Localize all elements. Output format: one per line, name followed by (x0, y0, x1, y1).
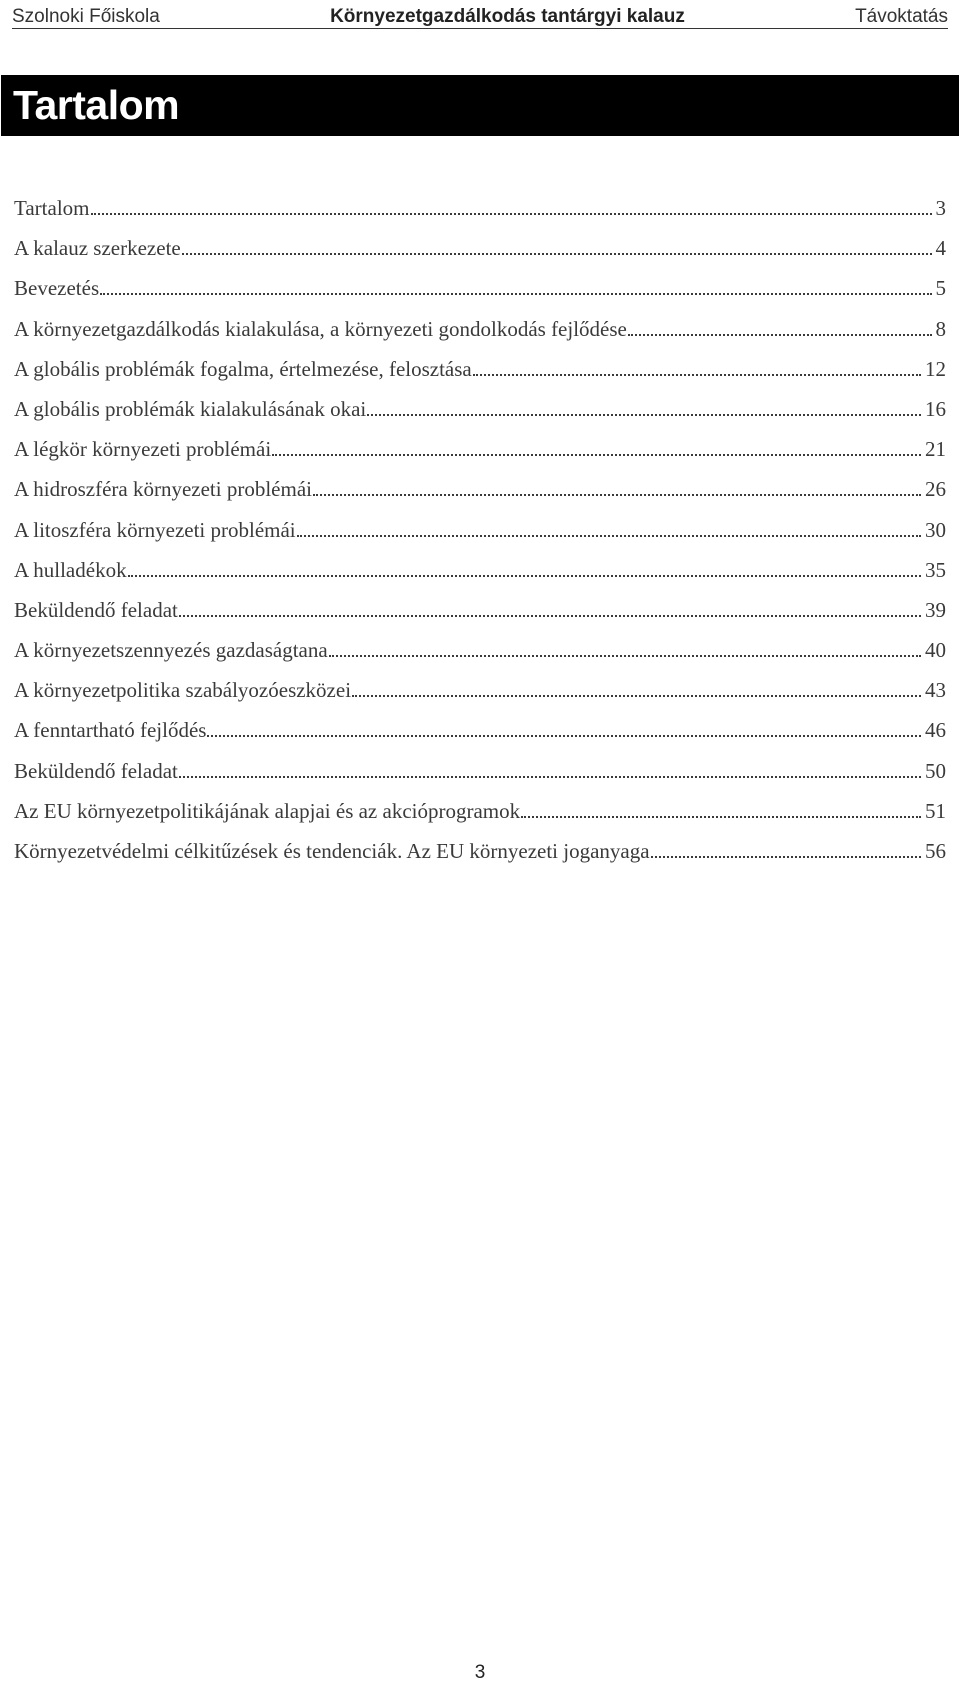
toc-entry-title: Beküldendő feladat (14, 758, 178, 783)
toc-entry[interactable] (14, 429, 946, 469)
page-number: 3 (474, 1662, 486, 1683)
toc-dot-leader (628, 334, 932, 336)
toc-entry-title: A környezetgazdálkodás kialakulása, a környezeti gondolkodás fejlődése (14, 316, 627, 341)
toc-entry-page: 3 (935, 196, 946, 220)
toc-entry-title: A kalauz szerkezete (14, 236, 181, 261)
toc-dot-leader (179, 615, 921, 617)
toc-dot-leader (182, 253, 932, 255)
toc-dot-leader (272, 454, 921, 456)
toc-entry[interactable] (14, 590, 946, 630)
running-header (12, 0, 948, 29)
toc-entry-page: 21 (925, 437, 946, 462)
toc-entry-page: 56 (925, 839, 946, 863)
toc-entry-title: A hidroszféra környezeti problémái (14, 477, 312, 502)
toc-entry-page: 51 (925, 798, 946, 823)
toc-entry[interactable] (14, 510, 946, 550)
toc-entry-page: 16 (925, 396, 946, 421)
toc-entry[interactable] (14, 751, 946, 791)
header-document-title: Környezetgazdálkodás tantárgyi kalauz (330, 6, 685, 27)
toc-entry-page: 26 (925, 477, 946, 502)
toc-dot-leader (352, 695, 921, 697)
toc-entry[interactable] (14, 670, 946, 710)
toc-entry-title: A környezetszennyezés gazdaságtana (14, 638, 328, 663)
toc-entry-page: 30 (925, 517, 946, 542)
toc-entry[interactable] (14, 309, 946, 349)
toc-entry-page: 5 (935, 276, 946, 301)
toc-entry-title: A globális problémák kialakulásának okai (14, 396, 367, 421)
toc-entry[interactable] (14, 349, 946, 389)
toc-entry-title: A globális problémák fogalma, értelmezése, felosztása (14, 356, 472, 381)
table-of-contents (14, 188, 946, 871)
header-institution: Szolnoki Főiskola (12, 6, 160, 27)
toc-entry-page: 50 (925, 758, 946, 783)
toc-entry[interactable] (14, 389, 946, 429)
toc-entry[interactable] (14, 630, 946, 670)
toc-entry-page: 35 (925, 557, 946, 582)
toc-entry[interactable] (14, 710, 946, 750)
toc-entry-page: 46 (925, 718, 946, 743)
toc-entry-title: Tartalom (14, 196, 90, 220)
toc-entry[interactable] (14, 791, 946, 831)
toc-entry-title: A környezetpolitika szabályozóeszközei (14, 678, 352, 703)
toc-entry-title: Beküldendő feladat (14, 597, 178, 622)
toc-entry[interactable] (14, 469, 946, 509)
toc-dot-leader (329, 655, 921, 657)
toc-entry[interactable] (14, 550, 946, 590)
toc-entry-page: 8 (935, 316, 946, 341)
toc-dot-leader (91, 213, 932, 215)
toc-entry[interactable] (14, 188, 946, 228)
toc-dot-leader (128, 575, 921, 577)
toc-dot-leader (207, 735, 921, 737)
toc-entry-page: 43 (925, 678, 946, 703)
toc-entry-title: A légkör környezeti problémái (14, 437, 272, 462)
toc-dot-leader (297, 535, 921, 537)
toc-dot-leader (367, 414, 921, 416)
toc-dot-leader (100, 293, 931, 295)
toc-dot-leader (473, 374, 921, 376)
toc-dot-leader (313, 494, 921, 496)
toc-entry-title: Bevezetés (14, 276, 100, 301)
toc-entry[interactable] (14, 831, 946, 871)
toc-entry-title: Környezetvédelmi célkitűzések és tendenciák. Az EU környezeti joganyaga (14, 839, 650, 863)
page-title: Tartalom (13, 82, 180, 128)
toc-dot-leader (521, 816, 921, 818)
toc-entry-title: Az EU környezetpolitikájának alapjai és az akcióprogramok (14, 798, 521, 823)
toc-entry-page: 40 (925, 638, 946, 663)
toc-entry-title: A fenntartható fejlődés (14, 718, 207, 743)
toc-entry-title: A hulladékok (14, 557, 127, 582)
toc-entry[interactable] (14, 268, 946, 308)
section-title-bar (1, 75, 959, 136)
toc-entry-page: 12 (925, 356, 946, 381)
toc-entry-title: A litoszféra környezeti problémái (14, 517, 296, 542)
toc-dot-leader (179, 776, 921, 778)
toc-entry-page: 4 (935, 236, 946, 261)
header-mode: Távoktatás (855, 6, 948, 27)
toc-dot-leader (651, 856, 921, 858)
toc-entry[interactable] (14, 228, 946, 268)
toc-entry-page: 39 (925, 597, 946, 622)
